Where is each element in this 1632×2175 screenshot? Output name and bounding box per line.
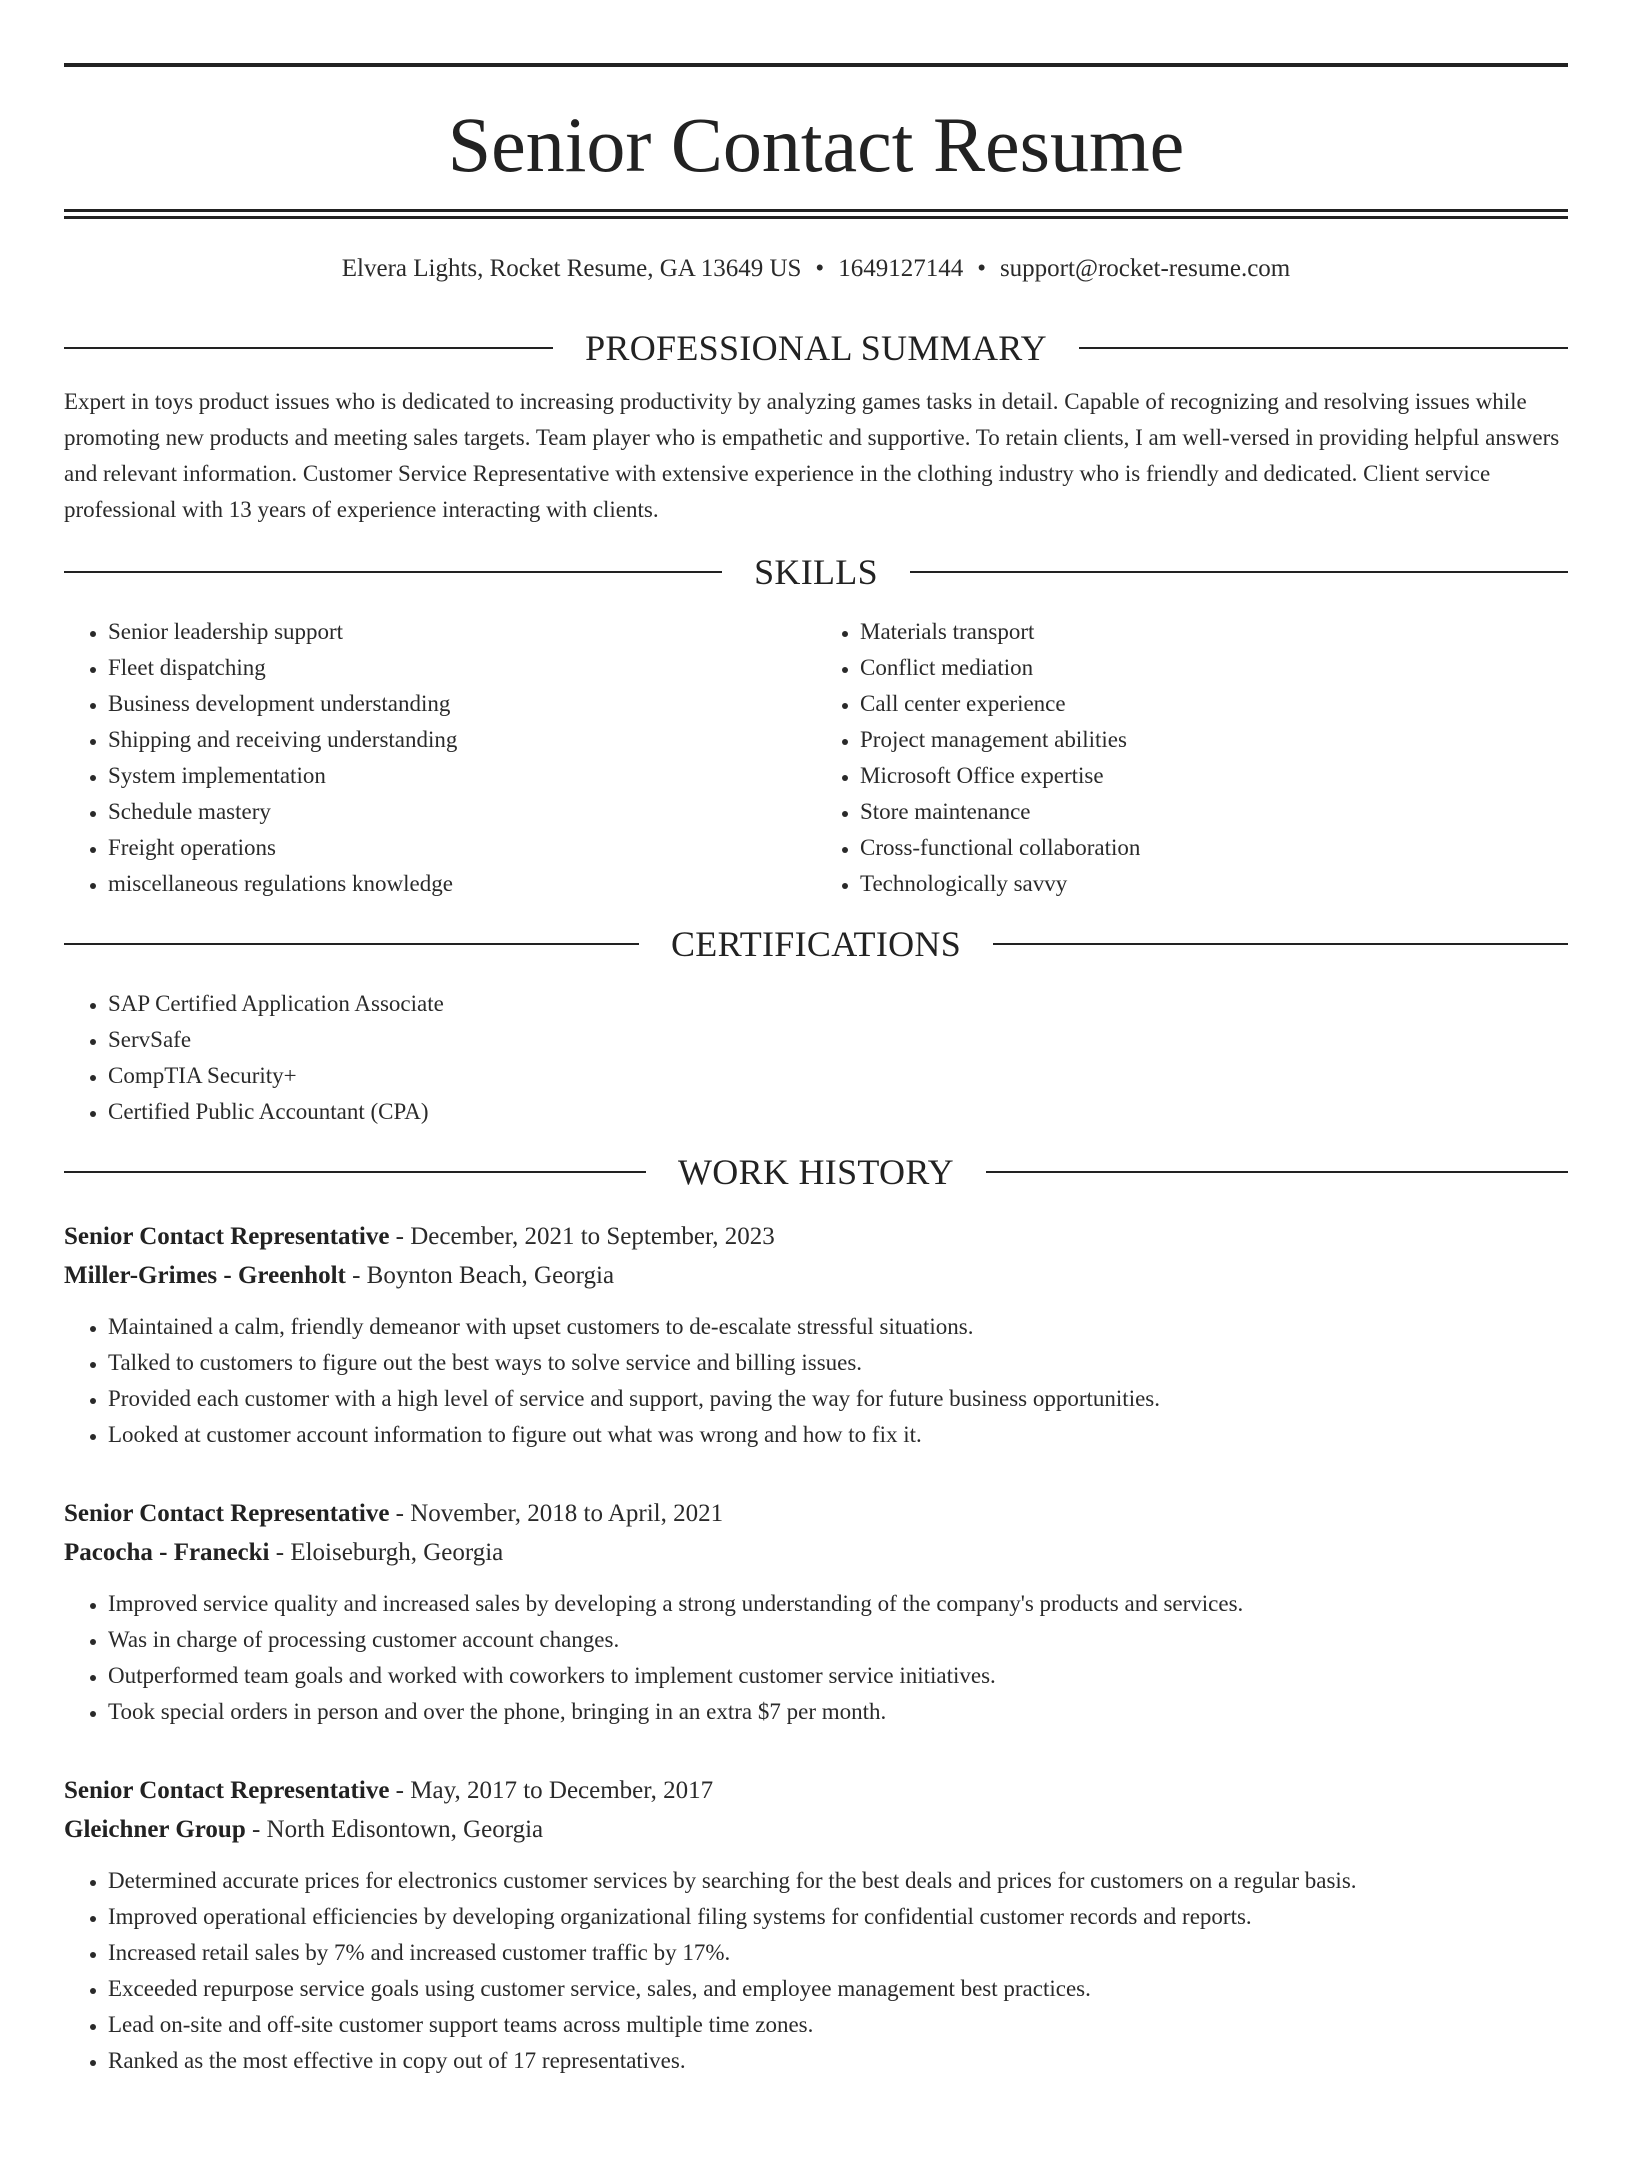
certifications-section-header (64, 924, 1568, 964)
skill-item: • System implementation (108, 758, 816, 794)
divider-line (64, 1171, 646, 1173)
resume-title: Senior Contact Resume (447, 101, 1185, 188)
skills-heading: SKILLS (754, 552, 878, 592)
skills-list (64, 614, 1568, 902)
job-company: Miller-Grimes - Greenholt (64, 1262, 346, 1289)
job-company: Gleichner Group (64, 1816, 246, 1843)
job-company-line (64, 1811, 1568, 1849)
skill-item: • Senior leadership support (108, 614, 816, 650)
skill-item: • Shipping and receiving understanding (108, 722, 816, 758)
job-bullets (64, 1863, 1568, 2079)
skill-item: • Fleet dispatching (108, 650, 816, 686)
job-bullet: • Exceeded repurpose service goals using customer service, sales, and employee management best practices. (108, 1971, 1568, 2007)
work-history-section-header (64, 1152, 1568, 1192)
certification-item: • Certified Public Accountant (CPA) (108, 1094, 1568, 1130)
top-rule (64, 63, 1568, 67)
certification-item: • CompTIA Security+ (108, 1058, 1568, 1094)
skill-item: • Business development understanding (108, 686, 816, 722)
job-bullet: • Lead on-site and off-site customer support teams across multiple time zones. (108, 2007, 1568, 2043)
job-entry (64, 1772, 1568, 2079)
job-location: - North Edisontown, Georgia (245, 1816, 544, 1843)
skill-item: • miscellaneous regulations knowledge (108, 866, 816, 902)
summary-heading: PROFESSIONAL SUMMARY (585, 328, 1047, 368)
title-double-rule (64, 209, 1568, 219)
skills-section-header (64, 552, 1568, 592)
divider-line (986, 1171, 1568, 1173)
job-title: Senior Contact Representative (64, 1777, 390, 1804)
job-title: Senior Contact Representative (64, 1500, 390, 1527)
contact-line (64, 254, 1568, 284)
skill-item: • Schedule mastery (108, 794, 816, 830)
job-title: Senior Contact Representative (64, 1223, 390, 1250)
skill-item: • Materials transport (860, 614, 1568, 650)
certifications-list (64, 986, 1568, 1130)
job-company-line (64, 1257, 1568, 1295)
certifications-heading: CERTIFICATIONS (670, 924, 962, 964)
divider-line (993, 943, 1568, 945)
contact-address: Elvera Lights, Rocket Resume, GA 13649 US (341, 255, 802, 282)
job-title-line (64, 1772, 1568, 1810)
contact-separator: • (977, 255, 986, 282)
job-bullet: • Maintained a calm, friendly demeanor with upset customers to de-escalate stressful situations. (108, 1309, 1568, 1345)
job-location: - Boynton Beach, Georgia (345, 1262, 615, 1289)
job-dates: - May, 2017 to December, 2017 (389, 1777, 714, 1804)
job-bullet: • Took special orders in person and over the phone, bringing in an extra $7 per month. (108, 1694, 1568, 1730)
divider-line (64, 943, 639, 945)
job-bullet: • Talked to customers to figure out the best ways to solve service and billing issues. (108, 1345, 1568, 1381)
skill-item: • Call center experience (860, 686, 1568, 722)
job-bullets (64, 1586, 1568, 1730)
job-title-line (64, 1218, 1568, 1256)
job-entry (64, 1495, 1568, 1730)
job-company: Pacocha - Franecki (64, 1539, 270, 1566)
job-bullet: • Improved service quality and increased sales by developing a strong understanding of the company's products and services. (108, 1586, 1568, 1622)
divider-line (1079, 347, 1568, 349)
job-bullet: • Increased retail sales by 7% and increased customer traffic by 17%. (108, 1935, 1568, 1971)
skill-item: • Conflict mediation (860, 650, 1568, 686)
job-bullet: • Provided each customer with a high level of service and support, paving the way for future business opportunities. (108, 1381, 1568, 1417)
contact-separator: • (815, 255, 825, 282)
job-bullet: • Improved operational efficiencies by developing organizational filing systems for confidential customer records and reports. (108, 1899, 1568, 1935)
summary-section-header (64, 328, 1568, 368)
resume-page (0, 63, 1632, 2175)
certification-item: • ServSafe (108, 1022, 1568, 1058)
skill-item: • Freight operations (108, 830, 816, 866)
job-dates: - November, 2018 to April, 2021 (389, 1500, 724, 1527)
job-entry (64, 1218, 1568, 1453)
job-company-line (64, 1534, 1568, 1572)
job-title-line (64, 1495, 1568, 1533)
job-bullet: • Determined accurate prices for electronics customer services by searching for the best deals and prices for customers on a regular basis. (108, 1863, 1568, 1899)
divider-line (64, 571, 722, 573)
skills-left-column (64, 614, 816, 902)
divider-line (910, 571, 1568, 573)
skill-item: • Technologically savvy (860, 866, 1568, 902)
contact-email: support@rocket-resume.com (999, 255, 1291, 282)
job-bullet: • Looked at customer account information to figure out what was wrong and how to fix it. (108, 1417, 1568, 1453)
job-bullet: • Ranked as the most effective in copy out of 17 representatives. (108, 2043, 1568, 2079)
skill-item: • Cross-functional collaboration (860, 830, 1568, 866)
skill-item: • Microsoft Office expertise (860, 758, 1568, 794)
job-bullets (64, 1309, 1568, 1453)
job-bullet: • Outperformed team goals and worked with coworkers to implement customer service initiatives. (108, 1658, 1568, 1694)
work-history-heading: WORK HISTORY (678, 1152, 954, 1192)
contact-phone: 1649127144 (838, 255, 964, 282)
job-dates: - December, 2021 to September, 2023 (389, 1223, 775, 1250)
job-bullet: • Was in charge of processing customer account changes. (108, 1622, 1568, 1658)
summary-text: Expert in toys product issues who is dedicated to increasing productivity by analyzing games tasks in detail. Capable of recognizing and resolving issues while promoting new products and meeting sales targets. Team player who is empathetic and supportive. To retain clients, I am well-versed in providing helpful answers and relevant information. Customer Service Representative with extensive experience in the clothing industry who is friendly and dedicated. Client service professional with 13 years of experience interacting with clients. (64, 389, 1560, 522)
skills-right-column (816, 614, 1568, 902)
skill-item: • Project management abilities (860, 722, 1568, 758)
job-location: - Eloiseburgh, Georgia (269, 1539, 504, 1566)
skill-item: • Store maintenance (860, 794, 1568, 830)
certification-item: • SAP Certified Application Associate (108, 986, 1568, 1022)
divider-line (64, 347, 553, 349)
